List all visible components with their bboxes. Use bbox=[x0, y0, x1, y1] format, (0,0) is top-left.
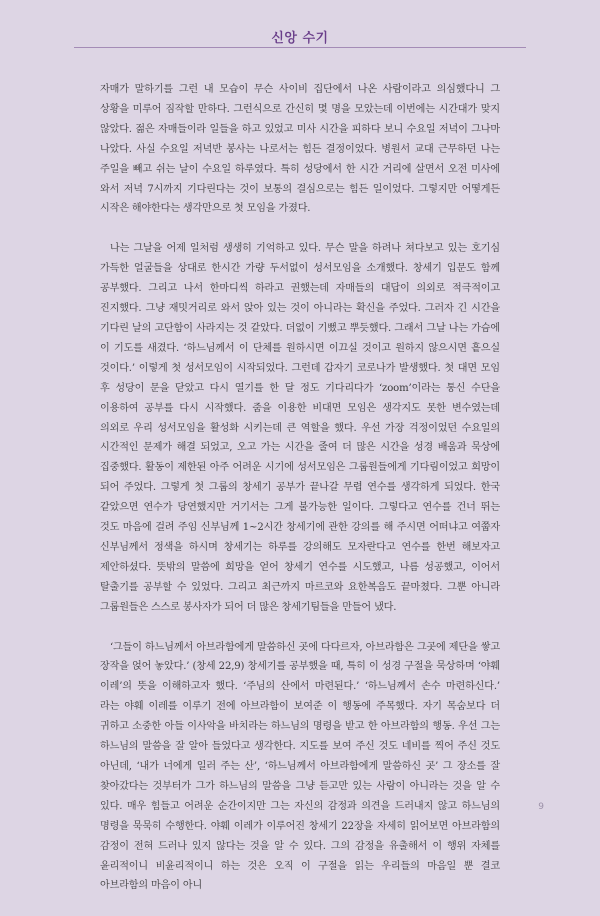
paragraph: ‘그들이 하느님께서 아브라함에게 말씀하신 곳에 다다르자, 아브라함은 그곳에 제단을 쌓고 장작을 얹어 놓았다.’ (창세 22,9) 창세기를 공부했을 때, 특히 이 성경 구절을 묵상하며 ‘야훼 이레’의 뜻을 이해하고자 했다. ‘주님의 산에서 마련된다.’ ‘하느님께서 손수 마련하신다.’ 라는 야훼 이레를 이루기 전에 아브라함이 보여준 이 행동에 주목했다. 자기 목숨보다 더 귀하고 소중한 아들 이사악을 바치라는 하느님의 명령을 받고 한 아브라함의 행동. 우선 그는 하느님의 말씀을 잘 알아 들었다고 생각한다. 지도를 보여 주신 것도 네비를 찍어 주신 것도 아닌데, ‘내가 너에게 일러 주는 산’, ‘하느님께서 아브라함에게 말씀하신 곳’ 그 장소를 잘 찾아갔다는 것부터가 그가 하느님의 말씀을 그냥 듣고만 있는 사람이 아니라는 것을 알 수 있다. 매우 힘들고 어려운 순간이지만 그는 자신의 감정과 의견을 드러내지 않고 하느님의 명령을 묵묵히 수행한다. 야훼 이레가 이루어진 창세기 22장을 자세히 읽어보면 아브라함의 감정이 전혀 드러나 있지 않다는 것을 알 수 있다. 그의 감정을 유출해서 이 행위 자체를 윤리적이니 비윤리적이니 하는 것은 오직 이 구절을 읽는 우리들의 마음일 뿐 결코 아브라함의 마음이 아니 bbox=[100, 641, 500, 892]
paragraph: 자매가 말하기를 그런 내 모습이 무슨 사이비 집단에서 나온 사람이라고 의심했다니 그 상황을 미루어 짐작할 만하다. 그런식으로 간신히 몇 명을 모았는데 이번에는 시간대가 맞지 않았다. 젊은 자매들이라 일들을 하고 있었고 미사 시간을 피하다 보니 수요일 저녁이 그나마 나았다. 사실 수요일 저녁반 봉사는 나로서는 힘든 결정이었다. 병원서 교대 근무하던 나는 주일을 빼고 쉬는 날이 수요일 하루였다. 특히 성당에서 한 시간 거리에 살면서 오전 미사에 와서 저녁 7시까지 기다린다는 것이 보통의 결심으로는 힘든 일이었다. 그렇지만 어떻게든 시작은 해야한다는 생각만으로 첫 모임을 가졌다. bbox=[100, 84, 500, 215]
article-body bbox=[100, 80, 500, 916]
section-title: 신앙 수기 bbox=[271, 31, 329, 46]
paragraph: 나는 그날을 어제 일처럼 생생히 기억하고 있다. 무슨 말을 하려나 쳐다보고 있는 호기심 가득한 얼굴들을 상대로 한시간 가량 두서없이 성서모임을 소개했다. 창세기 입문도 함께 공부했다. 그리고 나서 한마디씩 하라고 권했는데 자매들의 대답이 의외로 적극적이고 진지했다. 그냥 재밋거리로 와서 앉아 있는 것이 아니라는 확신을 주었다. 그러자 긴 시간을 기다린 날의 고단함이 사라지는 것 같았다. 더없이 기뻤고 뿌듯했다. 그래서 그날 나는 가슴에 이 기도를 새겼다. ‘하느님께서 이 단체를 원하시면 이끄실 것이고 원하지 않으시면 흩으실 것이다.’ 이렇게 첫 성서모임이 시작되었다. 그런데 갑자기 코로나가 발생했다. 첫 대면 모임 후 성당이 문을 닫았고 다시 열기를 한 달 정도 기다리다가 ‘zoom’이라는 통신 수단을 이용하여 공부를 다시 시작했다. 줌을 이용한 비대면 모임은 생각지도 못한 변수였는데 의외로 우리 성서모임을 활성화 시키는데 큰 역할을 했다. 우선 가장 걱정이었던 수요일의 시간적인 문제가 해결 되었고, 오고 가는 시간을 줄여 더 많은 시간을 성경 배움과 묵상에 집중했다. 활동이 제한된 아주 어려운 시기에 성서모임은 그룹원들에게 기다림이었고 희망이 되어 주었다. 그렇게 첫 그룹의 창세기 공부가 끝나갈 무렵 연수를 생각하게 되었다. 한국 같았으면 연수가 당연했지만 거기서는 그게 불가능한 일이다. 그렇다고 연수를 건너 뛰는 것도 마음에 걸려 주임 신부님께 1~2시간 창세기에 관한 강의를 해 주시면 어떠냐고 여쭙자 신부님께서 정색을 하시며 창세기는 하루를 강의해도 모자란다고 연수를 한번 해보자고 제안하셨다. 뜻밖의 말씀에 희망을 얻어 창세기 연수를 시도했고, 나름 성공했고, 이어서 탈출기를 공부할 수 있었다. 그리고 최근까지 마르코와 요한복음도 끝마쳤다. 그뿐 아니라 그룹원들은 스스로 봉사자가 되어 더 많은 창세기팀들을 만들어 냈다. bbox=[100, 243, 500, 613]
header-divider bbox=[74, 47, 526, 48]
page-number: 9 bbox=[538, 802, 544, 812]
